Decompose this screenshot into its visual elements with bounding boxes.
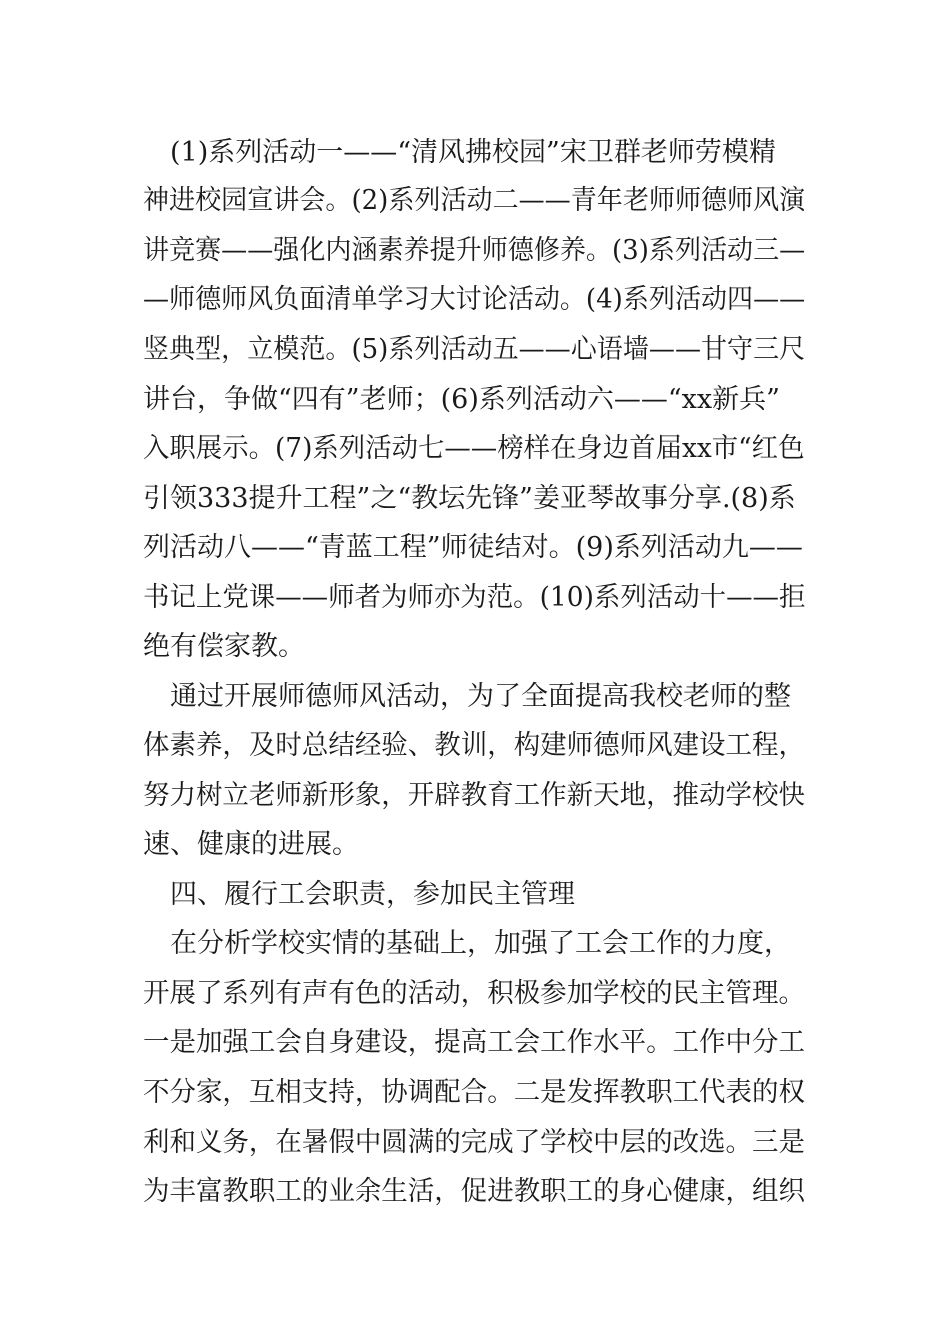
text-line: 列活动八——“青蓝工程”师徒结对。(9)系列活动九——	[143, 532, 803, 563]
text-line: 绝有偿家教。	[143, 631, 305, 662]
text-line: 通过开展师德师风活动，为了全面提高我校老师的整	[143, 681, 791, 712]
text-line: 努力树立老师新形象，开辟教育工作新天地，推动学校快	[143, 780, 805, 811]
text-line: 书记上党课——师者为师亦为范。(10)系列活动十——拒	[143, 582, 806, 613]
text-line: 神进校园宣讲会。(2)系列活动二——青年老师师德师风演	[143, 185, 806, 216]
text-line: 在分析学校实情的基础上，加强了工会工作的力度，	[143, 928, 791, 959]
text-line: 讲竞赛——强化内涵素养提升师德修养。(3)系列活动三—	[143, 235, 806, 266]
text-line: 竖典型，立模范。(5)系列活动五——心语墙——甘守三尺	[143, 334, 806, 365]
text-line: —师德师风负面清单学习大讨论活动。(4)系列活动四——	[143, 284, 806, 315]
text-line: 体素养，及时总结经验、教训，构建师德师风建设工程，	[143, 730, 805, 761]
section-heading: 四、履行工会职责，参加民主管理	[143, 879, 575, 910]
text-line: 速、健康的进展。	[143, 829, 359, 860]
text-line: 一是加强工会自身建设，提高工会工作水平。工作中分工	[143, 1027, 805, 1058]
text-line: 为丰富教职工的业余生活，促进教职工的身心健康，组织	[143, 1176, 805, 1207]
text-line: 开展了系列有声有色的活动，积极参加学校的民主管理。	[143, 978, 805, 1009]
text-line: 引领333提升工程”之“教坛先锋”姜亚琴故事分享.(8)系	[143, 483, 796, 514]
text-line: 入职展示。(7)系列活动七——榜样在身边首届xx市“红色	[143, 433, 805, 464]
text-line: 不分家，互相支持，协调配合。二是发挥教职工代表的权	[143, 1077, 805, 1108]
text-line: 利和义务，在暑假中圆满的完成了学校中层的改选。三是	[143, 1127, 805, 1158]
text-line: (1)系列活动一——“清风拂校园”宋卫群老师劳模精	[143, 137, 776, 168]
text-line: 讲台，争做“四有”老师；(6)系列活动六——“xx新兵”	[143, 384, 780, 415]
